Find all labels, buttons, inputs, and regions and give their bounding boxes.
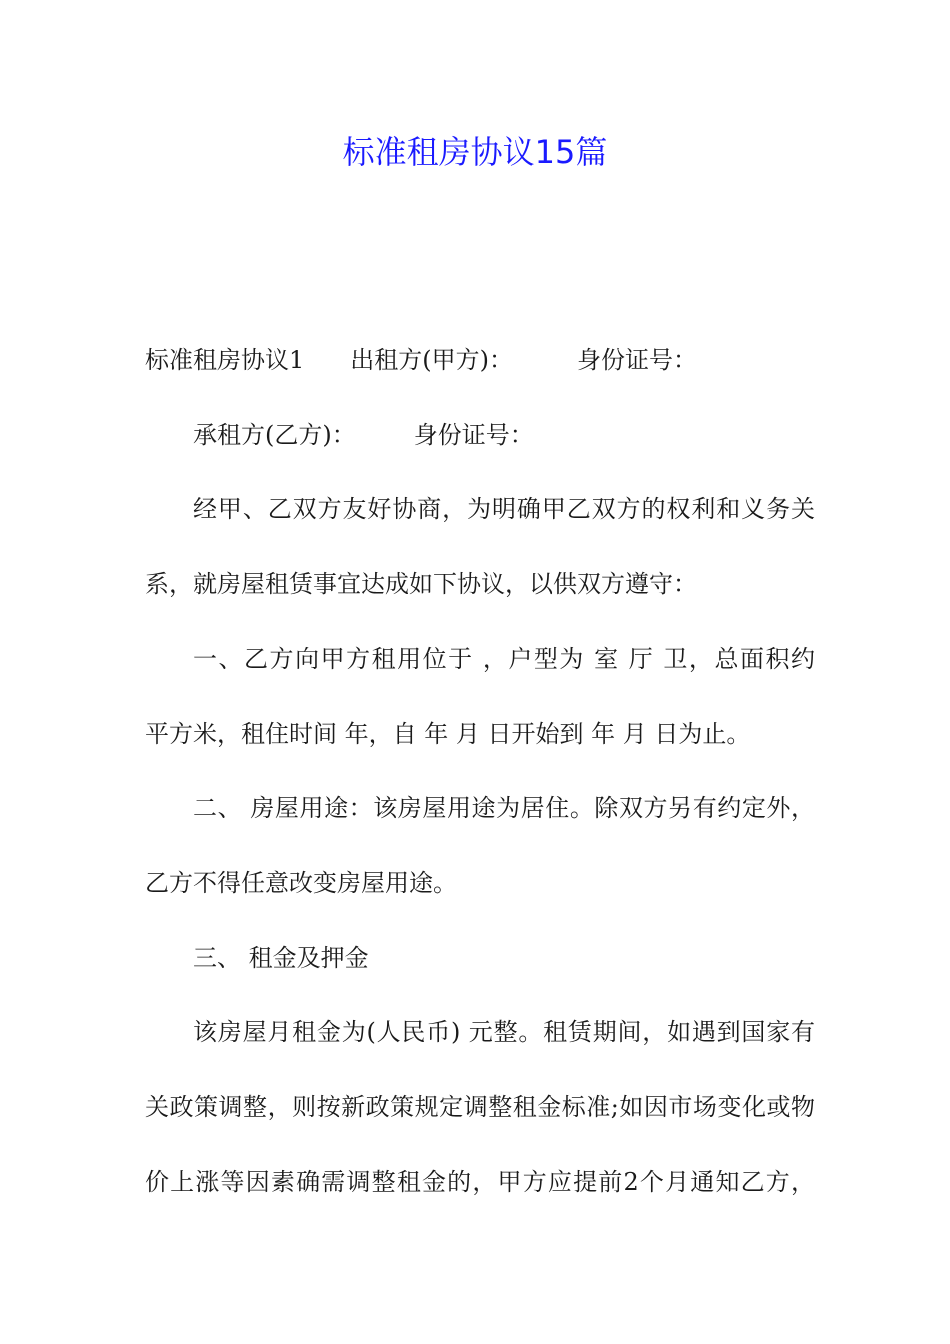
body-line: 二、 房屋用途：该房屋用途为居住。除双方另有约定外， xyxy=(193,794,815,822)
body-line: 一、乙方向甲方租用位于 ，户型为 室 厅 卫，总面积约 xyxy=(193,645,815,673)
body-line: 该房屋月租金为(人民币) 元整。租赁期间，如遇到国家有 xyxy=(193,1018,815,1046)
tenant-id-label: 身份证号： xyxy=(413,421,534,449)
body-line: 关政策调整，则按新政策规定调整租金标准;如因市场变化或物 xyxy=(145,1093,815,1121)
party-a-line xyxy=(145,342,815,378)
body-line: 平方米，租住时间 年，自 年 月 日开始到 年 月 日为止。 xyxy=(145,720,751,748)
body-line: 乙方不得任意改变房屋用途。 xyxy=(145,869,457,897)
body-line: 经甲、乙双方友好协商，为明确甲乙双方的权利和义务关 xyxy=(193,495,815,523)
section-heading: 三、 租金及押金 xyxy=(193,944,369,972)
body-line: 系，就房屋租赁事宜达成如下协议，以供双方遵守： xyxy=(145,570,697,598)
lessor-id-label: 身份证号： xyxy=(577,346,698,374)
tenant-label: 承租方(乙方)： xyxy=(193,421,356,449)
body-line: 价上涨等因素确需调整租金的，甲方应提前2个月通知乙方， xyxy=(145,1168,815,1196)
agreement-number-label: 标准租房协议1 xyxy=(145,346,305,374)
lessor-label: 出租方(甲方)： xyxy=(350,346,514,374)
document-title: 标准租房协议15篇 xyxy=(342,133,608,171)
party-b-line xyxy=(193,417,815,453)
